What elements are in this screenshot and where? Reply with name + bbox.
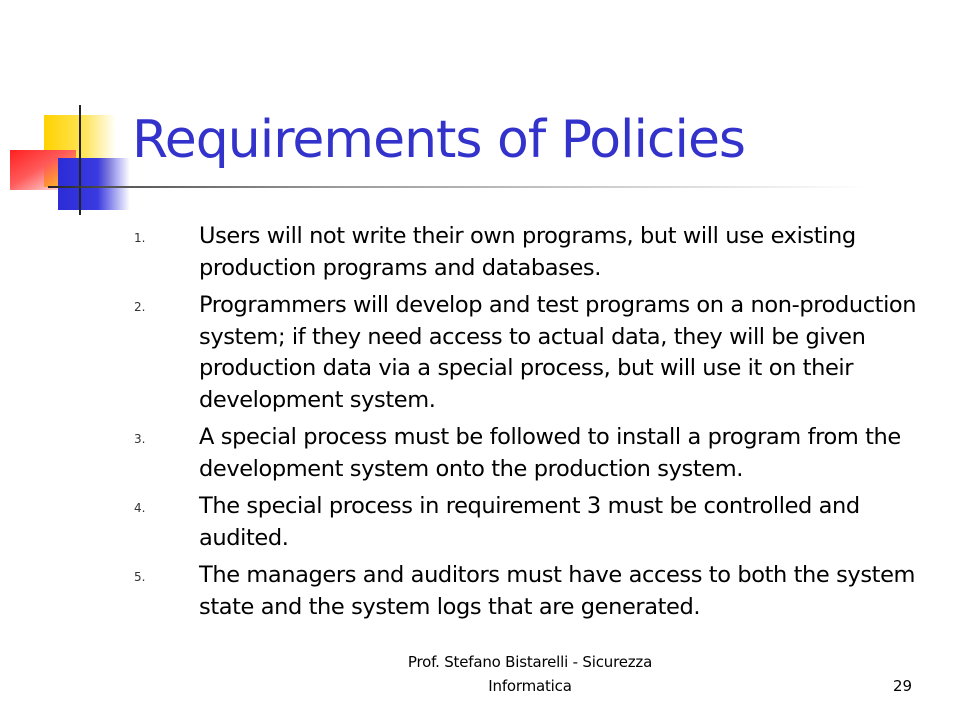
list-item [132, 422, 922, 485]
item-text: Programmers will develop and test programs on a non-production system; if they need access to actual data, they will be given production data via a special process, but will use it on their development system. [199, 292, 917, 413]
item-text: The special process in requirement 3 must be controlled and audited. [199, 493, 860, 551]
item-number: 3. [134, 432, 146, 446]
list-item [132, 560, 922, 623]
item-number: 4. [134, 501, 146, 515]
item-number: 1. [134, 231, 146, 245]
item-text: The managers and auditors must have access to both the system state and the system logs that are generated. [199, 562, 916, 620]
item-number: 5. [134, 570, 146, 584]
item-text: A special process must be followed to install a program from the development system onto the production system. [199, 424, 901, 482]
decor-vertical-line [79, 105, 81, 215]
slide-footer: Prof. Stefano Bistarelli - Sicurezza Informatica [407, 653, 653, 695]
list-item [132, 290, 922, 416]
requirements-list [132, 221, 922, 629]
item-number: 2. [134, 300, 146, 314]
list-item [132, 491, 922, 554]
list-item [132, 221, 922, 284]
page-number: 29 [893, 677, 913, 695]
decor-blue-square [58, 158, 130, 210]
slide-title: Requirements of Policies [132, 110, 746, 170]
title-underline [48, 186, 868, 188]
item-text: Users will not write their own programs, but will use existing production programs and databases. [199, 223, 856, 281]
